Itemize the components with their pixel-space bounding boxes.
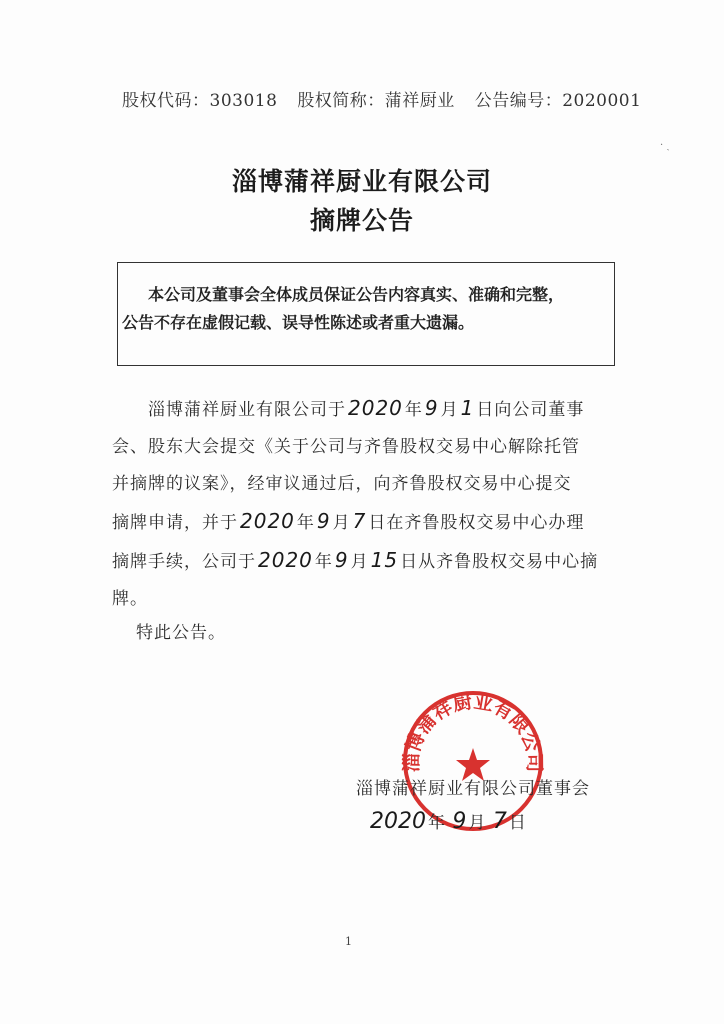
body-text-segment: 月 <box>332 513 351 533</box>
handwritten-year: 2020 <box>240 509 295 533</box>
body-text-segment: 年 <box>314 552 333 572</box>
signer-name: 淄博蒲祥厨业有限公司董事会 <box>356 779 590 799</box>
handwritten-month: 9 <box>452 809 467 834</box>
body-text-segment: 月 <box>350 552 369 572</box>
stock-code: 股权代码：303018 <box>122 91 278 111</box>
body-line-5 <box>112 542 620 581</box>
stock-abbr: 股权简称：蒲祥厨业 <box>297 91 455 111</box>
disclaimer-text <box>122 281 618 337</box>
handwritten-month: 9 <box>334 548 349 572</box>
notice-title: 摘牌公告 <box>309 206 414 235</box>
handwritten-day: 7 <box>492 809 507 834</box>
date-unit: 月 <box>468 813 486 833</box>
body-line-4 <box>112 503 620 542</box>
body-text-segment: 年 <box>296 513 315 533</box>
date-unit: 日 <box>508 813 526 833</box>
disclaimer-line-2: 公告不存在虚假记载、误导性陈述或者重大遗漏。 <box>122 313 475 332</box>
body-text-segment: 日向公司董事 <box>476 400 585 420</box>
handwritten-month: 9 <box>424 396 439 420</box>
handwritten-year: 2020 <box>370 809 426 834</box>
body-text-segment: 日在齐鲁股权交易中心办理 <box>368 513 585 533</box>
body-line-2: 会、股东大会提交《关于公司与齐鲁股权交易中心解除托管 <box>112 437 580 457</box>
signature-date <box>368 808 526 834</box>
body-text-segment: 月 <box>440 400 459 420</box>
handwritten-day: 7 <box>352 509 367 533</box>
handwritten-month: 9 <box>316 509 331 533</box>
body-line-3: 并摘牌的议案》，经审议通过后，向齐鲁股权交易中心提交 <box>112 474 572 494</box>
closing-remark: 特此公告。 <box>136 623 226 643</box>
handwritten-year: 2020 <box>348 396 403 420</box>
scan-speck: · ˏ <box>660 140 670 151</box>
body-line-1 <box>112 390 620 429</box>
body-text-segment: 日从齐鲁股权交易中心摘 <box>400 552 599 572</box>
body-text-segment: 摘牌申请，并于 <box>112 513 238 533</box>
company-title: 淄博蒲祥厨业有限公司 <box>231 167 492 196</box>
body-text-segment: 淄博蒲祥厨业有限公司于 <box>148 400 346 420</box>
handwritten-year: 2020 <box>258 548 313 572</box>
handwritten-day: 15 <box>370 548 399 572</box>
handwritten-day: 1 <box>460 396 475 420</box>
notice-number: 公告编号：2020001 <box>474 91 642 111</box>
body-text-segment: 年 <box>404 400 423 420</box>
date-unit: 年 <box>428 813 445 833</box>
header-info <box>122 86 642 111</box>
seal-text-path: 淄博蒲祥厨业有限公司 <box>400 690 546 773</box>
page-number: 1 <box>345 935 352 948</box>
body-text-segment: 摘牌手续，公司于 <box>112 552 256 572</box>
body-line-6: 牌。 <box>112 589 148 609</box>
disclaimer-line-1: 本公司及董事会全体成员保证公告内容真实、准确和完整， <box>148 285 565 304</box>
announcement-body <box>112 390 620 618</box>
